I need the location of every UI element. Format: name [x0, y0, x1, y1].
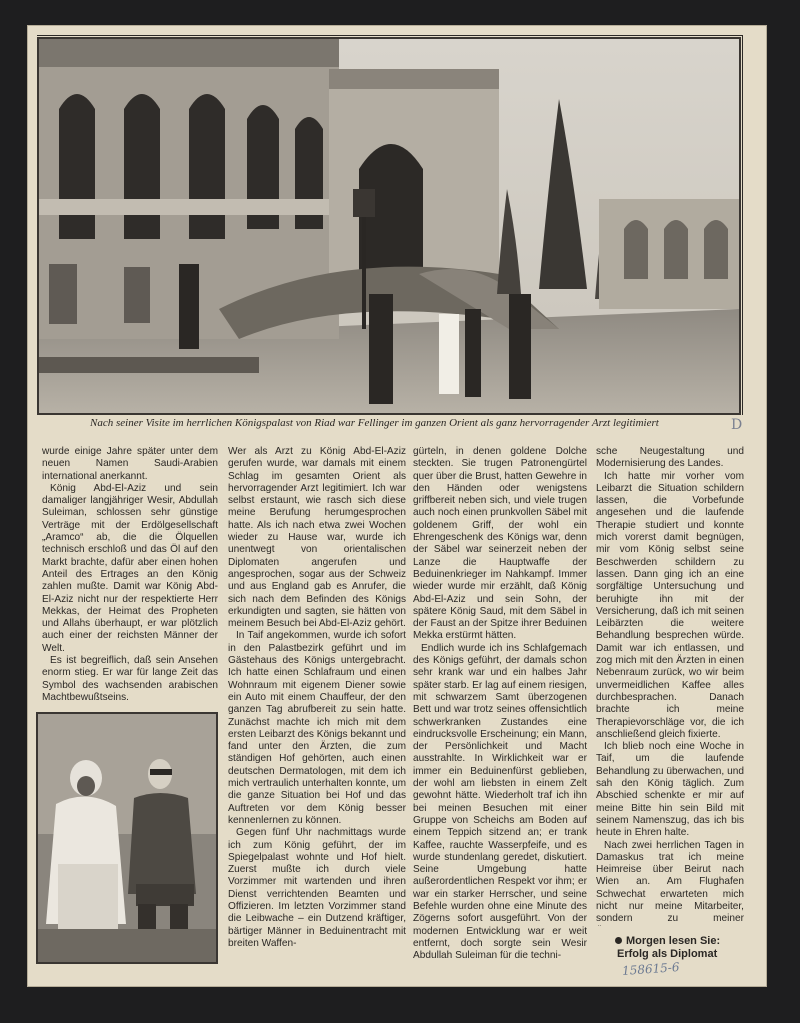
- paragraph: Ich hatte mir vorher vom Leibarzt die Situation schildern lassen, die Vorbefunde angesehen und die laufende Therapie studiert und konnte mich vorerst damit begnügen, mir vom König selbst seine Beschwerden schildern zu lassen. Dann ging ich an eine sorgfältige Untersuchung und beruhigte ihn mit der Versicherung, daß ich mit seinen Leibärzten die weitere Behandlung besprechen würde. Damit war ich entlassen, und zog mich mit den Ärzten in einen Nebenraum zurück, wo wir beim unvermeidlichen Kaffee alles durchbesprachen. Danach brachte ich meine Therapievorschläge vor, die ich anschließend gleich fixierte.: [596, 470, 744, 740]
- archive-number: 158615-6: [621, 960, 680, 978]
- frame-rule-right: [742, 35, 743, 415]
- portrait-illustration: [38, 714, 216, 962]
- paragraph: Gegen fünf Uhr nachmittags wurde ich zum König geführt, der im Spiegelpalast wohnte und Hof hielt. Zuerst mußte ich durch viele Vorzimmer mit wartenden und ihren Dienst verrichtenden Beamten und Offizieren. Im letzten Vorzimmer stand die Leibwache – ein Dutzend kräftiger, bärtiger Männer in Beduinentracht mit breiten Waffen-: [228, 827, 406, 949]
- frame-rule-top: [37, 35, 743, 36]
- article-column-4: [596, 446, 744, 926]
- margin-mark: D: [731, 417, 743, 433]
- teaser-line-1: Morgen lesen Sie:: [626, 935, 721, 947]
- paragraph: wurde einige Jahre später unter dem neuen Namen Saudi-Arabien international anerkannt.: [42, 446, 218, 482]
- palace-photo: [37, 37, 741, 415]
- paragraph: In Taif angekommen, wurde ich sofort in den Palastbezirk geführt und im Gästehaus des Königs untergebracht. Ich hatte einen Schlafraum und einen Wohnraum mit eigenem Diener sowie ein Auto mit einem Chauffeur, der den ganzen Tag abrufbereit zu sein hatte. Zunächst machte ich mich mit dem ersten Leibarzt des Königs bekannt und fand unter den Ärzten, die zum ständigen Hof gehörten, auch einen deutschen Dermatologen, mit dem ich mich vertraulich unterhalten konnte, um die ganze Situation bei Hof und das Auftreten vor dem König besser kennenlernen zu können.: [228, 630, 406, 826]
- article-column-2: [228, 446, 406, 966]
- paragraph: Ich blieb noch eine Woche in Taif, um die laufende Behandlung zu überwachen, und sah den König täglich. Zum Abschied schenkte er mir auf meine Bitte hin sein Bild mit seinem Namenszug, das ich bis heute in Ehren halte.: [596, 741, 744, 839]
- teaser-line-2: Erfolg als Diplomat: [617, 948, 718, 960]
- paragraph: Endlich wurde ich ins Schlafgemach des Königs geführt, der damals schon sehr krank war und ein halbes Jahr später starb. Er lag auf einem riesigen, mit schwarzem Samt überzogenen Bett und war trotz seines offensichtlich schwerkranken Zustandes eine eindrucksvolle Erscheinung; ein Mann, der Persönlichkeit und Macht ausstrahlte. In Wirklichkeit war er immer ein Beduinenfürst geblieben, der wohl am liebsten in einem Zelt gewohnt hätte. Wiederholt traf ich ihn bei meinen Besuchen mit einer Gruppe von Scheichs am Boden auf einem Teppich sitzend an; er trank Kaffee, rauchte Wasserpfeife, und es wurde stundenlang geredet, diskutiert. Seine Umgebung hatte außerordentlichen Respekt vor ihm; er war ein starker Herrscher, und seine Befehle wurden ohne eine Minute des Zögerns sofort ausgeführt. Von der modernen Entwicklung war er weit entfernt, doch sorgte sein Wesir Abdullah Suleiman für die techni-: [413, 642, 587, 962]
- paragraph: Es ist begreiflich, daß sein Ansehen enorm stieg. Er war für lange Zeit das Symbol des wachsenden arabischen Machtbewußtseins.: [42, 655, 218, 703]
- paragraph: gürteln, in denen goldene Dolche steckten. Sie trugen Patronengürtel quer über die Brust, hatten Gewehre in den Händen oder wenigstens griffbereit neben sich, und viele trugen auch noch einen prunkvollen Säbel mit goldenem Griff, der wohl ein Ehrengeschenk des Königs war, denn der Säbel war seinerzeit neben der Lanze die Hauptwaffe der Beduinenkrieger im Nahkampf. Immer wieder wurde mir erzählt, daß König Abd-El-Aziz und sein Sohn, der spätere König Saud, mit dem Säbel in der Faust an der Spitze ihrer Beduinen Mekka erstürmt hätten.: [413, 446, 587, 642]
- king-portrait-photo: [36, 712, 218, 964]
- next-episode-teaser: [615, 935, 720, 961]
- photo-caption: Nach seiner Visite im herrlichen Königspalast von Riad war Fellinger im ganzen Orient als ganz hervorragender Arzt legitimiert: [90, 417, 659, 429]
- paragraph: Nach zwei herrlichen Tagen in Damaskus trat ich meine Heimreise über Beirut nach Wien an. Am Flughafen Schwechat erwarteten mich nicht nur meine Mitarbeiter, sondern zu meiner: [596, 839, 744, 925]
- paragraph: Wer als Arzt zu König Abd-El-Aziz gerufen wurde, war damals mit einem Schlag im gesamten Orient als hervorragender Arzt legitimiert. Ich war selbst erstaunt, wie rasch sich diese meine Berufung herumgesprochen hatte. Als ich nach etwa zwei Wochen wieder zu Hause war, wurde ich unentwegt von orientalischen Diplomaten angerufen und angesprochen, sogar aus der Schweiz und aus England gab es Anrufer, die sich nach dem Befinden des Königs erkundigten und sagten, sie hätten von meinem Besuch bei Abd-El-Aziz gehört.: [228, 446, 406, 630]
- bullet-icon: [615, 937, 622, 944]
- article-column-3: [413, 446, 587, 966]
- palace-illustration: [39, 39, 739, 413]
- article-column-1: [42, 446, 218, 708]
- paragraph: König Abd-El-Aziz und sein damaliger langjähriger Wesir, Abdullah Suleiman, schlossen sehr günstige Verträge mit der Erdölgesellschaft „Aramco“ ab, die die Ölquellen technisch erschloß und das Öl auf den Markt brachte, dafür aber einen hohen Anteil des Ertrages an den König zahlen mußte. Damit war König Abd-El-Aziz nicht nur der respektierte Herr Mekkas, der Heimat des Propheten und Allahs überhaupt, er war plötzlich auch einer der reichsten Männer der Welt.: [42, 482, 218, 654]
- paragraph: sche Neugestaltung und Modernisierung des Landes.: [596, 446, 744, 470]
